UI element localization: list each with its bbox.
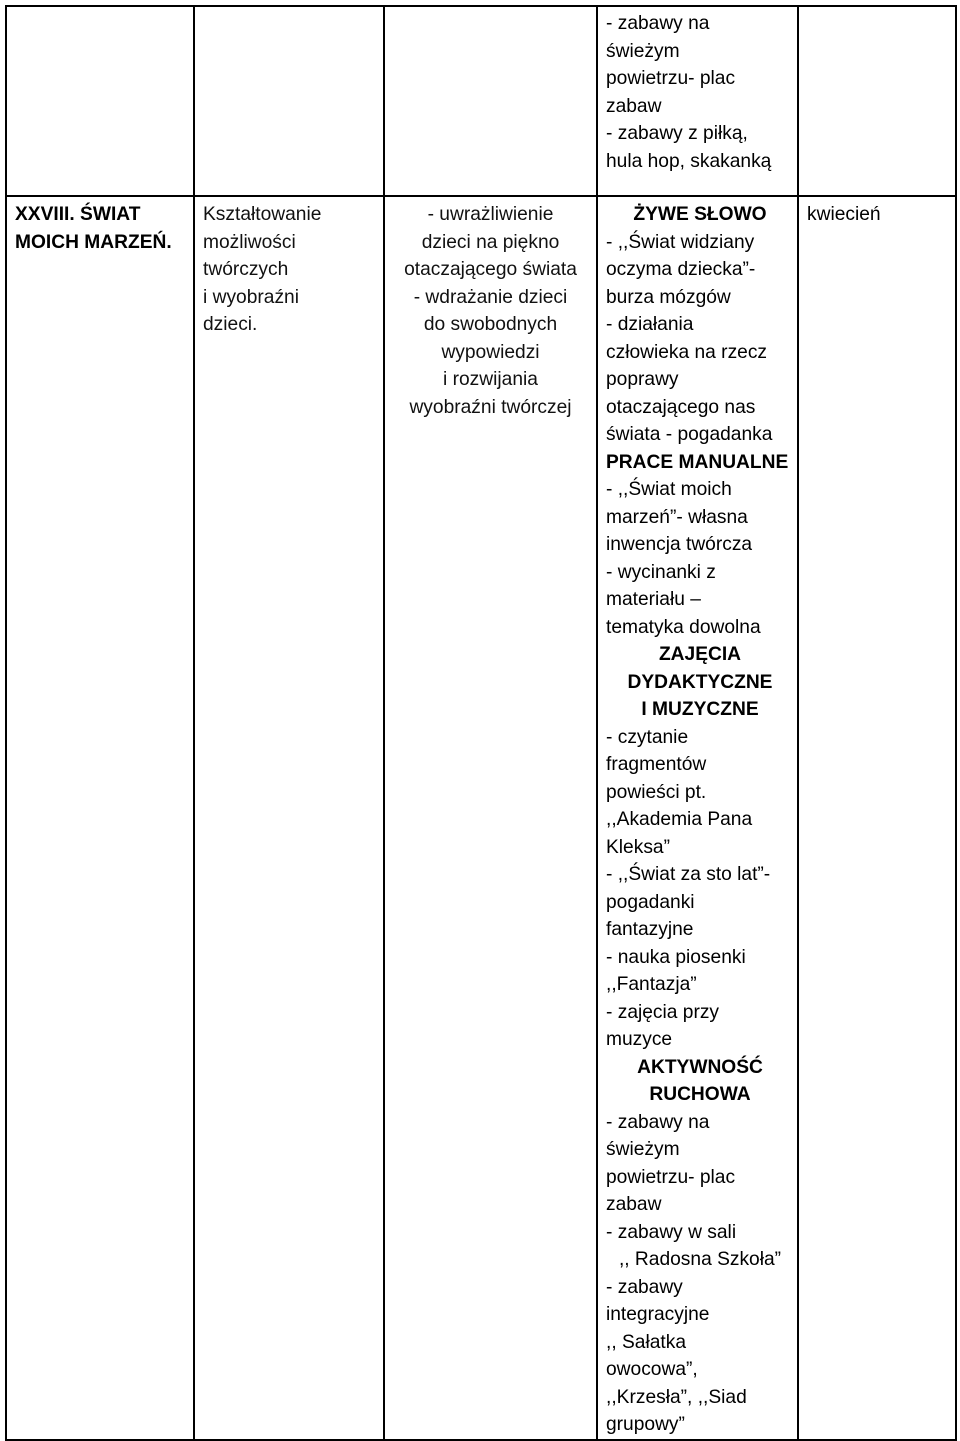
activity-line: - ,,Świat moich	[606, 479, 732, 500]
activity-line: ,,Fantazja”	[606, 974, 697, 995]
activity-line: świata - pogadanka	[606, 424, 773, 445]
activity-line: - zabawy w sali	[606, 1221, 737, 1243]
objective-line: do swobodnych	[423, 314, 558, 335]
table-row-previous-topic-end	[6, 6, 956, 196]
topic-cell	[6, 196, 194, 1440]
activity-line: poprawy	[606, 369, 679, 390]
activity-section-heading: RUCHOWA	[649, 1084, 751, 1105]
activity-line: świeżym	[606, 1139, 680, 1160]
objective-line: - uwrażliwienie	[427, 204, 554, 225]
activity-line: ,, Sałatka	[606, 1331, 686, 1353]
activity-line: pogadanki	[606, 891, 695, 913]
activity-line: fragmentów	[606, 754, 707, 775]
topic-title-line: MOICH MARZEŃ.	[15, 231, 172, 253]
activity-line: otaczającego nas	[606, 396, 756, 418]
activity-section-heading: AKTYWNOŚĆ	[637, 1056, 763, 1078]
activity-line: ,, Radosna Szkoła”	[618, 1249, 782, 1270]
activity-line: oczyma dziecka”-	[606, 259, 756, 280]
activity-line: ,,Akademia Pana	[606, 809, 753, 830]
activity-line: ,,Krzesła”, ,,Siad	[606, 1386, 747, 1408]
aim-line: i wyobraźni	[203, 286, 299, 308]
aim-line: Kształtowanie	[203, 204, 322, 225]
activity-line: zabaw	[606, 1194, 662, 1215]
activity-line: - ,,Świat widziany	[606, 231, 755, 253]
table-row-topic	[6, 196, 956, 1440]
activity-line: - zajęcia przy	[606, 1001, 720, 1023]
activity-line: burza mózgów	[606, 286, 731, 308]
activity-line: - zabawy	[606, 1276, 683, 1298]
activity-section-heading: ZAJĘCIA	[658, 644, 742, 665]
activity-line: - działania	[606, 314, 694, 335]
aims-cell	[194, 196, 384, 1440]
objective-line: otaczającego świata	[404, 259, 577, 280]
month-cell	[798, 196, 956, 1440]
objective-line: i rozwijania	[443, 369, 538, 390]
activity-line: - wycinanki z	[606, 561, 716, 583]
activity-line: materiału –	[606, 589, 701, 610]
activity-line: muzyce	[606, 1029, 673, 1050]
activities-cell-continued	[597, 6, 798, 196]
activity-line: - czytanie	[606, 726, 689, 748]
plan-table	[5, 5, 957, 1441]
month-cell-empty	[798, 6, 956, 196]
aim-line: twórczych	[203, 259, 289, 280]
topic-cell-empty	[6, 6, 194, 196]
activity-line: fantazyjne	[606, 919, 694, 940]
topic-title-line: XXVIII. ŚWIAT	[15, 204, 141, 225]
activity-line: - zabawy z piłką,	[606, 123, 748, 144]
activity-section-heading: DYDAKTYCZNE	[627, 671, 773, 693]
activity-line: owocowa”,	[606, 1359, 698, 1380]
aims-cell-empty	[194, 6, 384, 196]
activity-line: świeżym	[606, 40, 680, 62]
activity-line: - zabawy na	[606, 1111, 710, 1133]
activity-section-heading: I MUZYCZNE	[641, 699, 759, 720]
aim-line: dzieci.	[203, 314, 258, 335]
activity-line: integracyjne	[606, 1304, 710, 1325]
activity-line: - nauka piosenki	[606, 946, 746, 968]
aim-line: możliwości	[203, 231, 296, 253]
activity-section-heading: ŻYWE SŁOWO	[633, 204, 767, 225]
activity-line: powietrzu- plac	[606, 68, 736, 89]
objective-line: dzieci na piękno	[421, 231, 560, 253]
objective-line: wyobraźni twórczej	[409, 396, 572, 418]
month-label: kwiecień	[807, 204, 881, 225]
activity-line: - ,,Świat za sto lat”-	[606, 864, 771, 885]
activity-line: - zabawy na	[606, 13, 710, 34]
activity-line: hula hop, skakanką	[606, 150, 772, 172]
activity-line: grupowy”	[606, 1414, 685, 1435]
activity-line: powietrzu- plac	[606, 1166, 736, 1188]
activity-section-heading: PRACE MANUALNE	[606, 451, 789, 473]
activity-line: Kleksa”	[606, 836, 670, 858]
activity-line: zabaw	[606, 95, 662, 117]
activity-line: człowieka na rzecz	[606, 341, 768, 363]
objectives-cell-empty	[384, 6, 597, 196]
objectives-cell	[384, 196, 597, 1440]
activities-cell	[597, 196, 798, 1440]
objective-line: wypowiedzi	[441, 341, 540, 363]
activity-line: tematyka dowolna	[606, 616, 761, 638]
activity-line: powieści pt.	[606, 781, 707, 803]
objective-line: - wdrażanie dzieci	[413, 286, 568, 308]
activity-line: inwencja twórcza	[606, 534, 753, 555]
activity-line: marzeń”- własna	[606, 506, 748, 528]
